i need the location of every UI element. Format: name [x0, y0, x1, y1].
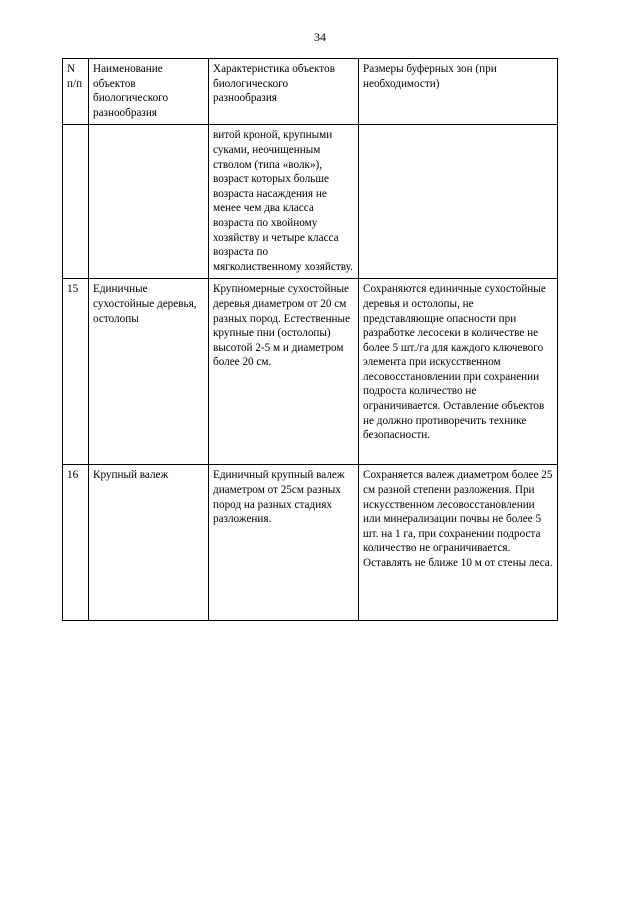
biodiversity-objects-table: [62, 58, 558, 621]
cell-characteristic: Единичный крупный валеж диаметром от 25см разных пород на разных стадиях разложения.: [209, 465, 359, 621]
cell-object-name: [89, 125, 209, 279]
table-header-row: [63, 59, 558, 125]
page-number: 34: [314, 30, 326, 44]
table-row: [63, 465, 558, 621]
cell-buffer-zone: Сохраняется валеж диаметром более 25 см разной степени разложения. При искусственном лесовосстановлении или минерализации почвы не более 5 шт. на 1 га, при сохранении подроста количество не ограничивается. Оставлять не ближе 10 м от стены леса.: [359, 465, 558, 621]
cell-number: 16: [63, 465, 89, 621]
header-characteristic: Характеристика объектов биологического разнообразия: [209, 59, 359, 125]
cell-object-name: Крупный валеж: [89, 465, 209, 621]
table-row: [63, 125, 558, 279]
header-buffer-zone: Размеры буферных зон (при необходимости): [359, 59, 558, 125]
cell-characteristic: Крупномерные сухостойные деревья диаметром от 20 см разных пород. Естественные крупные пни (остолопы) высотой 2-5 м и диаметром более 20 см.: [209, 279, 359, 465]
table-row: [63, 279, 558, 465]
cell-buffer-zone: [359, 125, 558, 279]
header-number: N п/п: [63, 59, 89, 125]
cell-number: 15: [63, 279, 89, 465]
cell-number: [63, 125, 89, 279]
cell-characteristic: витой кроной, крупными суками, неочищенным стволом (типа «волк»), возраст которых больше возраста насаждения не менее чем два класса возраста по хвойному хозяйству и четыре класса возраста по мягколиственному хозяйству.: [209, 125, 359, 279]
cell-buffer-zone: Сохраняются единичные сухостойные деревья и остолопы, не представляющие опасности при разработке лесосеки в количестве не более 5 шт./га для каждого ключевого элемента при искусственном лесовосстановлении при сохранении подроста количество не ограничивается. Оставление объектов не должно противоречить технике безопасности.: [359, 279, 558, 465]
header-object-name: Наименование объектов биологического разнообразия: [89, 59, 209, 125]
cell-object-name: Единичные сухостойные деревья, остолопы: [89, 279, 209, 465]
